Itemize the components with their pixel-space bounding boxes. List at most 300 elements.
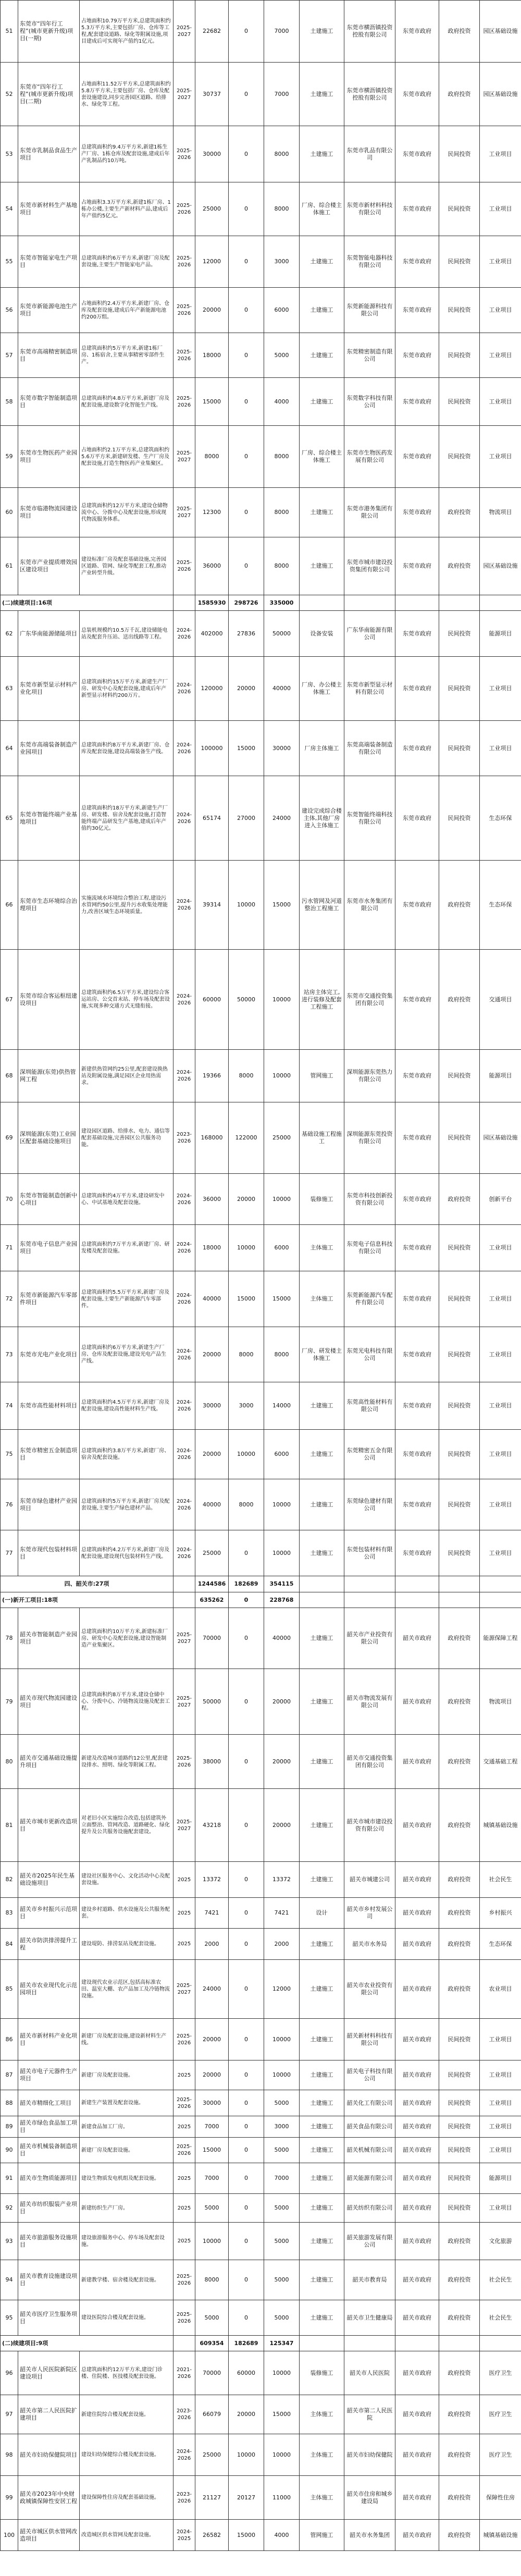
- project-name: 韶关市2025年民生基础设施项目: [18, 1862, 80, 1898]
- total-investment: 20000: [195, 1430, 229, 1479]
- investment-type: 政府投资: [439, 1608, 480, 1669]
- progress-target: 土建施工: [300, 488, 344, 537]
- construction-years: 2025-2026: [173, 333, 195, 378]
- responsible-unit: 东莞市政府: [395, 333, 439, 378]
- completed-investment: 0: [229, 2194, 264, 2223]
- project-owner: 韶关市城建公司: [344, 1862, 395, 1898]
- subtotal-total: 1585930: [195, 595, 229, 611]
- row-number: 56: [1, 288, 18, 333]
- investment-type: 政府投资: [439, 1174, 480, 1225]
- row-number: 54: [1, 182, 18, 236]
- planned-investment: 5000: [264, 2300, 300, 2336]
- row-number: 90: [1, 2138, 18, 2163]
- table-row: [1, 2090, 521, 2116]
- project-category: 工业项目: [480, 378, 521, 426]
- project-name: 东莞市光电产业化项目: [18, 1327, 80, 1382]
- row-number: 62: [1, 611, 18, 657]
- total-investment: 30000: [195, 126, 229, 182]
- investment-type: 民间投资: [439, 657, 480, 721]
- project-name: 深圳能源(东莞)工业园区配套基础设施项目: [18, 1102, 80, 1174]
- project-category: 农业项目: [480, 1960, 521, 2019]
- project-name: 东莞市现代包装材料项目: [18, 1530, 80, 1576]
- row-number: 87: [1, 2060, 18, 2090]
- progress-target: 设备安装: [300, 611, 344, 657]
- progress-target: 土建施工: [300, 2060, 344, 2090]
- investment-type: 政府投资: [439, 2395, 480, 2434]
- planned-investment: 4000: [264, 2520, 300, 2551]
- investment-type: 政府投资: [439, 537, 480, 595]
- project-category: 交通基础工程: [480, 1735, 521, 1789]
- planned-investment: 30000: [264, 721, 300, 776]
- planned-investment: 13372: [264, 1862, 300, 1898]
- table-row: [1, 2520, 521, 2551]
- total-investment: 20000: [195, 288, 229, 333]
- project-content: 总建筑面积约4.8万平方米,新建厂房及配套设施,建设数字化智能生产线。: [80, 378, 173, 426]
- project-owner: 东莞包装材料有限公司: [344, 1530, 395, 1576]
- project-content: 占地面积11.52万平方米,总建筑面积约5.8万平方米,主要包括厂房、仓库及配套设施建设,同步完善园区道路、给排水、绿化等工程。: [80, 63, 173, 126]
- section-title: (二)续建项目:9项: [1, 2336, 173, 2351]
- planned-investment: 40000: [264, 657, 300, 721]
- investment-type: 政府投资: [439, 2223, 480, 2260]
- project-category: 医疗卫生: [480, 2351, 521, 2395]
- project-name: 韶关市生物质能源项目: [18, 2163, 80, 2194]
- project-content: 总建筑面积约4.5万平方米,新建厂房及配套设施,建设高性能材料生产线。: [80, 1382, 173, 1430]
- project-category: 工业项目: [480, 2090, 521, 2116]
- completed-investment: 3000: [229, 1382, 264, 1430]
- project-content: 建设园区道路、给排水、电力、通信等配套基础设施,完善园区公共服务功能。: [80, 1102, 173, 1174]
- project-name: 韶关市电子元器件生产项目: [18, 2060, 80, 2090]
- progress-target: 土建施工: [300, 537, 344, 595]
- responsible-unit: 东莞市政府: [395, 1327, 439, 1382]
- investment-type: 民间投资: [439, 2019, 480, 2060]
- investment-type: 民间投资: [439, 1382, 480, 1430]
- progress-target: 土建施工: [300, 2138, 344, 2163]
- total-investment: 25000: [195, 2434, 229, 2476]
- row-number: 76: [1, 1479, 18, 1530]
- row-number: 71: [1, 1225, 18, 1271]
- construction-years: 2023-2026: [173, 1102, 195, 1174]
- project-category: 工业项目: [480, 182, 521, 236]
- project-content: 总建筑面积约12万平方米,建设仓储物流中心、分拨中心及配套设施,形成现代物流服务体系。: [80, 488, 173, 537]
- completed-investment: 8000: [229, 1050, 264, 1102]
- row-number: 64: [1, 721, 18, 776]
- section-subtotal-row: [1, 595, 521, 611]
- planned-investment: 8000: [264, 182, 300, 236]
- table-row: [1, 1669, 521, 1735]
- row-number: 85: [1, 1960, 18, 2019]
- completed-investment: 0: [229, 333, 264, 378]
- subtotal-planned: 354115: [264, 1576, 300, 1592]
- project-category: 工业项目: [480, 657, 521, 721]
- completed-investment: 0: [229, 2060, 264, 2090]
- subtotal-total: 1244586: [195, 1576, 229, 1592]
- responsible-unit: 东莞市政府: [395, 126, 439, 182]
- empty-cell: [344, 595, 395, 611]
- project-content: 新建纺织生产厂房。: [80, 2194, 173, 2223]
- progress-target: 厂房、办公楼主体施工: [300, 657, 344, 721]
- responsible-unit: 东莞市政府: [395, 426, 439, 488]
- table-row: [1, 1225, 521, 1271]
- table-row: [1, 1174, 521, 1225]
- project-name: 韶关市交通基础设施提升项目: [18, 1735, 80, 1789]
- project-category: 工业项目: [480, 2116, 521, 2138]
- completed-investment: 15000: [229, 721, 264, 776]
- project-owner: 深圳能源东莞投资有限公司: [344, 1102, 395, 1174]
- row-number: 53: [1, 126, 18, 182]
- planned-investment: 11000: [264, 2476, 300, 2520]
- empty-cell: [173, 1576, 195, 1592]
- total-investment: 30000: [195, 1382, 229, 1430]
- row-number: 59: [1, 426, 18, 488]
- project-category: 工业项目: [480, 1271, 521, 1327]
- table-row: [1, 1382, 521, 1430]
- completed-investment: 20127: [229, 2476, 264, 2520]
- total-investment: 100000: [195, 721, 229, 776]
- construction-years: 2024-2026: [173, 1050, 195, 1102]
- planned-investment: 7000: [264, 2163, 300, 2194]
- investment-type: 政府投资: [439, 2476, 480, 2520]
- project-content: 新建厂房及配套设施。: [80, 2138, 173, 2163]
- project-category: 工业项目: [480, 1382, 521, 1430]
- progress-target: 土建施工: [300, 1430, 344, 1479]
- project-category: 医疗卫生: [480, 2434, 521, 2476]
- row-number: 83: [1, 1898, 18, 1929]
- project-name: 东莞市临港物流园建设项目: [18, 488, 80, 537]
- project-owner: 韶关市水务集团: [344, 2520, 395, 2551]
- completed-investment: 0: [229, 288, 264, 333]
- planned-investment: 3000: [264, 236, 300, 288]
- construction-years: 2024-2026: [173, 657, 195, 721]
- progress-target: 土建施工: [300, 288, 344, 333]
- progress-target: 土建施工: [300, 1479, 344, 1530]
- table-row: [1, 182, 521, 236]
- project-category: 医疗卫生: [480, 2395, 521, 2434]
- project-category: 工业项目: [480, 2138, 521, 2163]
- project-category: 文化旅游: [480, 2223, 521, 2260]
- total-investment: 24000: [195, 1960, 229, 2019]
- total-investment: 7000: [195, 2116, 229, 2138]
- responsible-unit: 韶关市政府: [395, 2223, 439, 2260]
- project-name: 韶关市机械装备制造项目: [18, 2138, 80, 2163]
- investment-type: 政府投资: [439, 488, 480, 537]
- row-number: 68: [1, 1050, 18, 1102]
- investment-type: 政府投资: [439, 1, 480, 63]
- project-category: 园区基础设施: [480, 1102, 521, 1174]
- project-category: 工业项目: [480, 2060, 521, 2090]
- project-content: 改造城区供水管网及配套设施。: [80, 2520, 173, 2551]
- planned-investment: 8000: [264, 488, 300, 537]
- total-investment: 43218: [195, 1789, 229, 1862]
- project-content: 总建筑面积约5.5万平方米,新建厂房及配套设施,主要生产新能源汽车零部件。: [80, 1271, 173, 1327]
- project-owner: 东莞电子信息科技有限公司: [344, 1225, 395, 1271]
- construction-years: 2025-2026: [173, 288, 195, 333]
- row-number: 66: [1, 861, 18, 950]
- progress-target: 基础设施工程施工: [300, 1102, 344, 1174]
- construction-years: 2025-2026: [173, 2138, 195, 2163]
- project-owner: 韶关食品有限公司: [344, 2116, 395, 2138]
- completed-investment: 0: [229, 2090, 264, 2116]
- subtotal-completed: 182689: [229, 2336, 264, 2351]
- empty-cell: [439, 1576, 480, 1592]
- responsible-unit: 东莞市政府: [395, 1102, 439, 1174]
- investment-type: 民间投资: [439, 1430, 480, 1479]
- subtotal-planned: 335000: [264, 595, 300, 611]
- total-investment: 20000: [195, 2019, 229, 2060]
- row-number: 63: [1, 657, 18, 721]
- progress-target: 土建施工: [300, 2090, 344, 2116]
- project-name: 东莞市高端精密制造项目: [18, 333, 80, 378]
- project-category: 交通项目: [480, 950, 521, 1050]
- project-category: 社会民生: [480, 2260, 521, 2300]
- completed-investment: 0: [229, 1, 264, 63]
- project-owner: 东莞数字科技有限公司: [344, 378, 395, 426]
- project-category: 生态环保: [480, 776, 521, 861]
- project-owner: 深圳能源东莞热力有限公司: [344, 1050, 395, 1102]
- project-owner: 韶关能源有限公司: [344, 2163, 395, 2194]
- table-row: [1, 1479, 521, 1530]
- table-row: [1, 2116, 521, 2138]
- table-row: [1, 2060, 521, 2090]
- project-name: 韶关市城市更新改造项目: [18, 1789, 80, 1862]
- planned-investment: 10000: [264, 1530, 300, 1576]
- responsible-unit: 东莞市政府: [395, 378, 439, 426]
- project-owner: 东莞新能源科技有限公司: [344, 288, 395, 333]
- empty-cell: [300, 1576, 344, 1592]
- responsible-unit: 东莞市政府: [395, 776, 439, 861]
- construction-years: 2024-2026: [173, 1530, 195, 1576]
- responsible-unit: 韶关市政府: [395, 2260, 439, 2300]
- row-number: 69: [1, 1102, 18, 1174]
- completed-investment: 0: [229, 1789, 264, 1862]
- project-name: 韶关市2023年中央财政城镇保障性安居工程: [18, 2476, 80, 2520]
- project-content: 建设标准厂房及配套基础设施,完善园区道路、管网、绿化等配套工程,推动产业转型升级。: [80, 537, 173, 595]
- construction-years: 2023-2026: [173, 2395, 195, 2434]
- planned-investment: 5000: [264, 2138, 300, 2163]
- row-number: 94: [1, 2260, 18, 2300]
- completed-investment: 27000: [229, 776, 264, 861]
- project-category: 工业项目: [480, 236, 521, 288]
- project-owner: 韶关机械有限公司: [344, 2138, 395, 2163]
- subtotal-completed: 298726: [229, 595, 264, 611]
- responsible-unit: 韶关市政府: [395, 2476, 439, 2520]
- project-owner: 韶关市卫生健康局: [344, 2300, 395, 2336]
- completed-investment: 0: [229, 426, 264, 488]
- construction-years: 2024-2026: [173, 1174, 195, 1225]
- investment-type: 民间投资: [439, 776, 480, 861]
- project-content: 总建筑面积约4万平方米,建设研发中心、中试基地及配套设施。: [80, 1174, 173, 1225]
- responsible-unit: 韶关市政府: [395, 2019, 439, 2060]
- total-investment: 36000: [195, 537, 229, 595]
- total-investment: 13372: [195, 1862, 229, 1898]
- total-investment: 40000: [195, 1479, 229, 1530]
- construction-years: 2024-2026: [173, 1225, 195, 1271]
- empty-cell: [480, 2336, 521, 2351]
- investment-type: 民间投资: [439, 1050, 480, 1102]
- row-number: 86: [1, 2019, 18, 2060]
- total-investment: 402000: [195, 611, 229, 657]
- empty-cell: [344, 1576, 395, 1592]
- responsible-unit: 韶关市政府: [395, 2300, 439, 2336]
- progress-target: 土建施工: [300, 2300, 344, 2336]
- project-category: 园区基础设施: [480, 63, 521, 126]
- construction-years: 2025-2027: [173, 1608, 195, 1669]
- table-row: [1, 2476, 521, 2520]
- empty-cell: [395, 1576, 439, 1592]
- responsible-unit: 东莞市政府: [395, 721, 439, 776]
- responsible-unit: 韶关市政府: [395, 2434, 439, 2476]
- construction-years: 2025: [173, 2223, 195, 2260]
- total-investment: 66079: [195, 2395, 229, 2434]
- construction-years: 2025-2026: [173, 537, 195, 595]
- row-number: 61: [1, 537, 18, 595]
- total-investment: 20000: [195, 2060, 229, 2090]
- project-category: 能源保障工程: [480, 1608, 521, 1669]
- responsible-unit: 东莞市政府: [395, 236, 439, 288]
- total-investment: 7000: [195, 2163, 229, 2194]
- planned-investment: 5000: [264, 2194, 300, 2223]
- completed-investment: 0: [229, 1929, 264, 1960]
- construction-years: 2024-2026: [173, 1430, 195, 1479]
- project-name: 东莞市乳制品食品生产项目: [18, 126, 80, 182]
- table-row: [1, 2300, 521, 2336]
- construction-years: 2025-2026: [173, 378, 195, 426]
- planned-investment: 5000: [264, 2090, 300, 2116]
- row-number: 65: [1, 776, 18, 861]
- subtotal-completed: 0: [229, 1592, 264, 1608]
- table-row: [1, 426, 521, 488]
- planned-investment: 10000: [264, 1174, 300, 1225]
- project-owner: 东莞市城市建设投资集团有限公司: [344, 537, 395, 595]
- construction-years: 2024-2026: [173, 1479, 195, 1530]
- row-number: 58: [1, 378, 18, 426]
- responsible-unit: 韶关市政府: [395, 2194, 439, 2223]
- empty-cell: [480, 595, 521, 611]
- total-investment: 5000: [195, 2300, 229, 2336]
- project-owner: 韶关市城市建设投资有限公司: [344, 1789, 395, 1862]
- planned-investment: 10000: [264, 950, 300, 1050]
- row-number: 80: [1, 1735, 18, 1789]
- project-name: 韶关市医疗卫生服务项目: [18, 2300, 80, 2336]
- construction-years: 2025-2026: [173, 1735, 195, 1789]
- completed-investment: 10000: [229, 1430, 264, 1479]
- responsible-unit: 东莞市政府: [395, 1382, 439, 1430]
- total-investment: 40000: [195, 1271, 229, 1327]
- progress-target: 土建施工: [300, 333, 344, 378]
- progress-target: 土建施工: [300, 1669, 344, 1735]
- progress-target: 厂房、综合楼主体施工: [300, 426, 344, 488]
- project-name: 东莞市智能家电生产项目: [18, 236, 80, 288]
- investment-type: 政府投资: [439, 2260, 480, 2300]
- completed-investment: 0: [229, 537, 264, 595]
- total-investment: 25000: [195, 182, 229, 236]
- progress-target: 土建施工: [300, 2260, 344, 2300]
- completed-investment: 0: [229, 126, 264, 182]
- investment-type: 民间投资: [439, 1479, 480, 1530]
- project-owner: 东莞高端装备制造有限公司: [344, 721, 395, 776]
- construction-years: 2024-2026: [173, 1327, 195, 1382]
- table-row: [1, 488, 521, 537]
- completed-investment: 0: [229, 2223, 264, 2260]
- completed-investment: 0: [229, 2019, 264, 2060]
- planned-investment: 10000: [264, 1479, 300, 1530]
- planned-investment: 15000: [264, 861, 300, 950]
- project-category: 工业项目: [480, 426, 521, 488]
- total-investment: 15000: [195, 2138, 229, 2163]
- project-content: 占地面积约2.4万平方米,新建厂房、仓库及配套设施,建成后年产新能源电池约200万组。: [80, 288, 173, 333]
- row-number: 75: [1, 1430, 18, 1479]
- responsible-unit: 韶关市政府: [395, 1789, 439, 1862]
- project-name: 东莞市新能源电池生产项目: [18, 288, 80, 333]
- planned-investment: 20000: [264, 1669, 300, 1735]
- table-row: [1, 1960, 521, 2019]
- subtotal-planned: 125347: [264, 2336, 300, 2351]
- table-row: [1, 950, 521, 1050]
- section-subtotal-row: [1, 1592, 521, 1608]
- completed-investment: 0: [229, 63, 264, 126]
- project-category: 工业项目: [480, 1479, 521, 1530]
- project-content: 建设现代农业示范区,包括高标准农田、温室大棚、农产品加工及冷链物流设施。: [80, 1960, 173, 2019]
- project-content: 新建教学楼、宿舍楼及配套设施。: [80, 2260, 173, 2300]
- progress-target: 主体施工: [300, 1225, 344, 1271]
- responsible-unit: 东莞市政府: [395, 63, 439, 126]
- row-number: 95: [1, 2300, 18, 2336]
- project-category: 生态环保: [480, 861, 521, 950]
- project-content: 占地面积约2.1万平方米,总建筑面积约5.6万平方米,新建研发楼、生产厂房及配套设施,打造生物医药产业集聚区。: [80, 426, 173, 488]
- completed-investment: 0: [229, 1960, 264, 2019]
- project-content: 总装机规模约10.5万千瓦,建设储能电站及配套升压站、送出线路等工程。: [80, 611, 173, 657]
- completed-investment: 0: [229, 236, 264, 288]
- planned-investment: 7000: [264, 63, 300, 126]
- construction-years: 2025-2026: [173, 236, 195, 288]
- responsible-unit: 韶关市政府: [395, 2138, 439, 2163]
- project-category: 社会民生: [480, 2300, 521, 2336]
- completed-investment: 122000: [229, 1102, 264, 1174]
- planned-investment: 20000: [264, 1735, 300, 1789]
- total-investment: 18000: [195, 1225, 229, 1271]
- row-number: 72: [1, 1271, 18, 1327]
- project-category: 工业项目: [480, 126, 521, 182]
- project-category: 能源项目: [480, 611, 521, 657]
- completed-investment: 60000: [229, 2351, 264, 2395]
- project-name: 韶关市城区供水管网改造项目: [18, 2520, 80, 2551]
- completed-investment: 15000: [229, 1271, 264, 1327]
- completed-investment: 0: [229, 2260, 264, 2300]
- project-owner: 东莞市交通投资集团有限公司: [344, 950, 395, 1050]
- completed-investment: 15000: [229, 2520, 264, 2551]
- progress-target: 土建施工: [300, 2116, 344, 2138]
- total-investment: 30737: [195, 63, 229, 126]
- responsible-unit: 东莞市政府: [395, 288, 439, 333]
- project-name: 东莞市新能源汽车零部件项目: [18, 1271, 80, 1327]
- total-investment: 10000: [195, 2223, 229, 2260]
- investment-type: 民间投资: [439, 333, 480, 378]
- row-number: 81: [1, 1789, 18, 1862]
- planned-investment: 8000: [264, 426, 300, 488]
- project-category: 工业项目: [480, 1225, 521, 1271]
- project-name: 韶关市妇幼保健院项目: [18, 2434, 80, 2476]
- total-investment: 8000: [195, 426, 229, 488]
- project-owner: 韶关市妇幼保健院: [344, 2434, 395, 2476]
- project-content: 总建筑面积约5万平方米,新建厂房及配套设施,主要生产绿色建材产品。: [80, 1479, 173, 1530]
- empty-cell: [300, 1592, 344, 1608]
- progress-target: 土建施工: [300, 1382, 344, 1430]
- project-content: 新建生产装置及配套设施。: [80, 2090, 173, 2116]
- row-number: 97: [1, 2395, 18, 2434]
- investment-type: 政府投资: [439, 1929, 480, 1960]
- progress-target: 土建施工: [300, 1929, 344, 1960]
- total-investment: 7421: [195, 1898, 229, 1929]
- project-category: 工业项目: [480, 2019, 521, 2060]
